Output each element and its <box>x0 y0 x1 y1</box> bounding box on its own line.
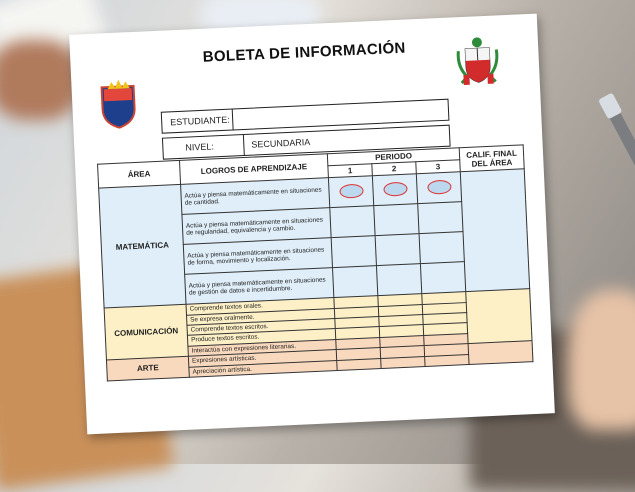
logro-com-3: Comprende textos escritos. <box>187 319 335 336</box>
grade-mat-2-p3[interactable] <box>418 202 463 234</box>
marked-circle <box>383 181 408 196</box>
grade-mat-1-p1[interactable] <box>328 176 373 208</box>
grade-mat-4-p1[interactable] <box>333 266 378 298</box>
logro-mat-2: Actúa y piensa matemáticamente en situaciones de regularidad, equivalencia y cambio. <box>182 208 331 245</box>
grade-mat-1-p2[interactable] <box>372 174 417 206</box>
grade-mat-3-p3[interactable] <box>419 232 464 264</box>
period-2-header: 2 <box>372 162 417 176</box>
logro-mat-3: Actúa y piensa matemáticamente en situaciones de forma, movimiento y localización. <box>183 238 332 275</box>
header-logros: LOGROS DE APRENDIZAJE <box>179 154 328 185</box>
grade-arte-2-p2[interactable] <box>381 356 425 368</box>
student-arm <box>0 40 80 120</box>
period-1-header: 1 <box>328 164 373 178</box>
final-grade-matematica[interactable] <box>460 169 529 292</box>
grade-mat-3-p2[interactable] <box>375 234 420 266</box>
area-matematica: MATEMÁTICA <box>99 185 186 309</box>
grade-arte-2-p3[interactable] <box>425 354 469 366</box>
pencil-icon <box>600 94 635 294</box>
marked-circle <box>339 183 364 198</box>
grade-mat-4-p3[interactable] <box>420 262 465 294</box>
area-comunicacion: COMUNICACIÓN <box>104 305 188 360</box>
marked-circle <box>427 179 452 194</box>
area-arte: ARTE <box>106 356 189 380</box>
logro-com-1: Comprende textos orales. <box>186 298 334 315</box>
logro-com-4: Produce textos escritos. <box>187 329 335 346</box>
school-shield-icon <box>99 78 137 130</box>
grade-mat-1-p3[interactable] <box>416 172 461 204</box>
final-grade-arte[interactable] <box>468 341 533 365</box>
grade-mat-2-p2[interactable] <box>374 204 419 236</box>
student-label: ESTUDIANTE: <box>170 114 230 128</box>
peru-coat-of-arms-icon <box>454 35 502 87</box>
report-card-sheet <box>69 14 555 435</box>
document-title: BOLETA DE INFORMACIÓN <box>202 39 406 66</box>
header-calif: CALIF. FINAL DEL ÁREA <box>459 145 524 172</box>
final-grade-comunicacion[interactable] <box>466 289 532 344</box>
logro-mat-4: Actúa y piensa matemáticamente en situaciones de gestión de datos e incertidumbre. <box>185 268 334 305</box>
level-label: NIVEL: <box>185 141 215 153</box>
period-3-header: 3 <box>416 160 461 174</box>
grade-mat-3-p1[interactable] <box>331 236 376 268</box>
header-area: ÁREA <box>98 160 181 188</box>
level-value: SECUNDARIA <box>251 136 311 150</box>
grades-table <box>97 144 533 381</box>
grade-mat-4-p2[interactable] <box>376 264 421 296</box>
student-hand <box>568 290 635 430</box>
logro-com-2: Se expresa oralmente. <box>186 308 334 325</box>
header-periodo: PERIODO <box>327 148 459 166</box>
logro-arte-2: Apreciación artística. <box>189 360 337 377</box>
logro-mat-1: Actúa y piensa matemáticamente en situaciones de cantidad. <box>181 178 330 215</box>
grade-mat-2-p1[interactable] <box>330 206 375 238</box>
grade-arte-2-p1[interactable] <box>337 358 381 370</box>
logro-com-5: Interactúa con expresiones literarias. <box>188 339 336 356</box>
logro-arte-1: Expresiones artísticas. <box>188 350 336 367</box>
